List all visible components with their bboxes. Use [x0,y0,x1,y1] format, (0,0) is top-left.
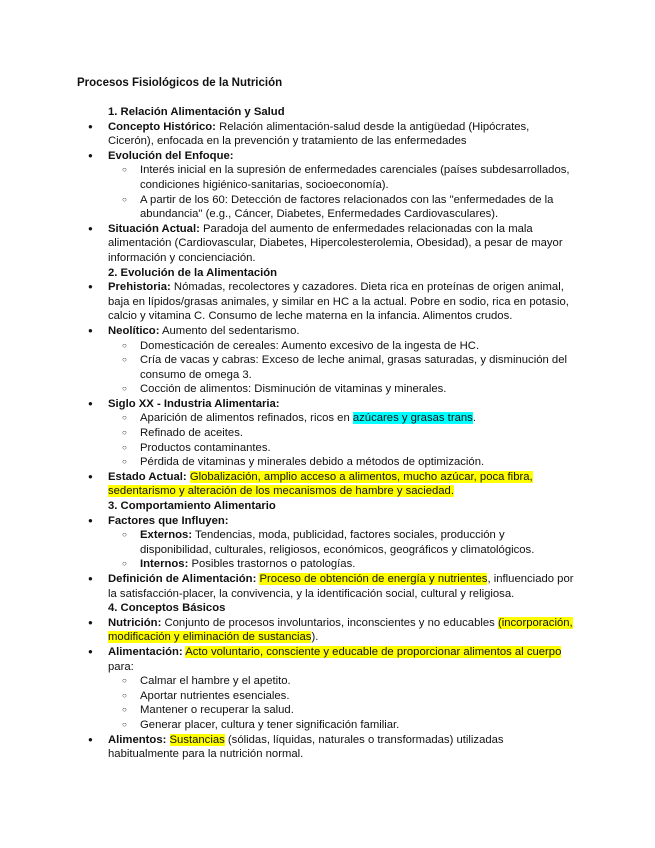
list-item [77,120,577,149]
list-item [77,397,577,412]
sub-item-text: . [472,412,476,425]
highlighted-text: Sustancias [169,733,225,746]
item-label: Evolución del Enfoque: [108,149,234,162]
item-label: Siglo XX - Industria Alimentaria: [108,397,280,410]
sub-item-text: Aparición de alimentos refinados, ricos en [140,412,353,425]
item-label: Situación Actual: [108,222,200,235]
highlighted-text: Acto voluntario, consciente y educable de proporcionar alimentos al cuerpo [185,645,562,658]
item-label: Alimentos: [108,733,167,746]
sub-list-item: ○ Cría de vacas y cabras: Exceso de leche animal, grasas saturadas, y disminución del consumo de omega 3. [77,353,577,382]
item-label: Estado Actual: [108,470,187,483]
section-heading: 4. Conceptos Básicos [108,602,226,615]
list-item [77,222,577,266]
list-item [77,470,577,499]
highlighted-text: Proceso de obtención de energía y nutrientes [259,573,488,585]
highlighted-text: (incorporación, modificación y eliminación de sustancias [108,616,573,644]
sub-list-item: ○ Generar placer, cultura y tener significación familiar. [77,718,577,733]
sub-list-item [77,528,577,557]
list-item [77,616,577,645]
sub-list-item: ○ Pérdida de vitaminas y minerales debido a métodos de optimización. [77,455,577,470]
sub-list-item [77,557,577,572]
list-item [77,572,577,601]
item-label: Definición de Alimentación: [108,573,257,585]
sub-list-item: ○ Refinado de aceites. [77,426,577,441]
item-label: Alimentación: [108,645,183,658]
item-text: ). [311,631,319,644]
item-text: Aumento del sedentarismo. [159,324,300,337]
section-heading: 3. Comportamiento Alimentario [108,500,276,513]
list-item [77,514,577,529]
sub-list-item: ○ Cocción de alimentos: Disminución de vitaminas y minerales. [77,382,577,397]
sub-list-item: ○ Aportar nutrientes esenciales. [77,689,577,704]
list-item [77,645,577,674]
highlighted-text: azúcares y grasas trans [352,412,473,425]
highlighted-text: Globalización, amplio acceso a alimentos, mucho azúcar, poca fibra, sedentarismo y alteración de los mecanismos de hambre y saciedad. [108,470,533,498]
sub-list-item: ○ Calmar el hambre y el apetito. [77,674,577,689]
section-heading: 1. Relación Alimentación y Salud [108,106,285,118]
item-text: Paradoja del aumento de enfermedades relacionadas con la mala alimentación (Cardiovascular, Diabetes, Hipercolesterolemia, Obesidad), a pesar de mayor información y concienciación. [108,222,563,264]
item-text: Nómadas, recolectores y cazadores. Dieta rica en proteínas de origen animal, baja en lípidos/grasas animales, y similar en HC a la actual. Pobre en sodio, rica en potasio, calcio y vitamina C. Consumo de leche materna en la infancia. Alimentos crudos. [108,281,569,323]
sub-item-label: Internos: [140,558,189,571]
section-heading: 2. Evolución de la Alimentación [108,266,278,279]
item-text: Relación alimentación-salud desde la antigüedad (Hipócrates, Cicerón), enfocada en la prevención y tratamiento de las enfermedades [108,120,530,148]
sub-list-item: ○ Interés inicial en la supresión de enfermedades carenciales (países subdesarrollados, condiciones higiénico-sanitarias, socioeconomía). [77,163,577,192]
item-text: para: [108,660,134,673]
sub-item-label: Externos: [140,529,193,542]
list-item [77,280,577,324]
item-label: Factores que Influyen: [108,514,229,527]
sub-item-text: Tendencias, moda, publicidad, factores sociales, producción y disponibilidad, culturales, religiosos, económicos, geográficos y climatológicos. [140,529,535,556]
item-label: Nutrición: [108,616,162,629]
item-text: Conjunto de procesos involuntarios, inconscientes y no educables [161,616,498,629]
sub-item-text: Posibles trastornos o patologías. [188,558,356,571]
item-label: Concepto Histórico: [108,120,216,133]
sub-list-item [77,411,577,426]
sub-list-item: ○ A partir de los 60: Detección de factores relacionados con las "enfermedades de la abundancia" (e.g., Cáncer, Diabetes, Enfermedades Cardiovasculares). [77,193,577,222]
sub-list-item: ○ Mantener o recuperar la salud. [77,703,577,718]
list-item [77,733,577,762]
item-label: Neolítico: [108,324,160,337]
list-item [77,324,577,339]
document-title: Procesos Fisiológicos de la Nutrición [77,77,283,89]
item-text: (sólidas, líquidas, naturales o transformadas) utilizadas habitualmente para la nutrición normal. [108,733,504,761]
document-content [77,105,577,762]
sub-list-item: ○ Domesticación de cereales: Aumento excesivo de la ingesta de HC. [77,339,577,354]
sub-list-item: ○ Productos contaminantes. [77,441,577,456]
item-text: , influenciado por la satisfacción-placer, la convivencia, y la identificación social, cultural y religiosa. [108,573,574,600]
item-label: Prehistoria: [108,281,171,294]
list-item [77,149,577,164]
